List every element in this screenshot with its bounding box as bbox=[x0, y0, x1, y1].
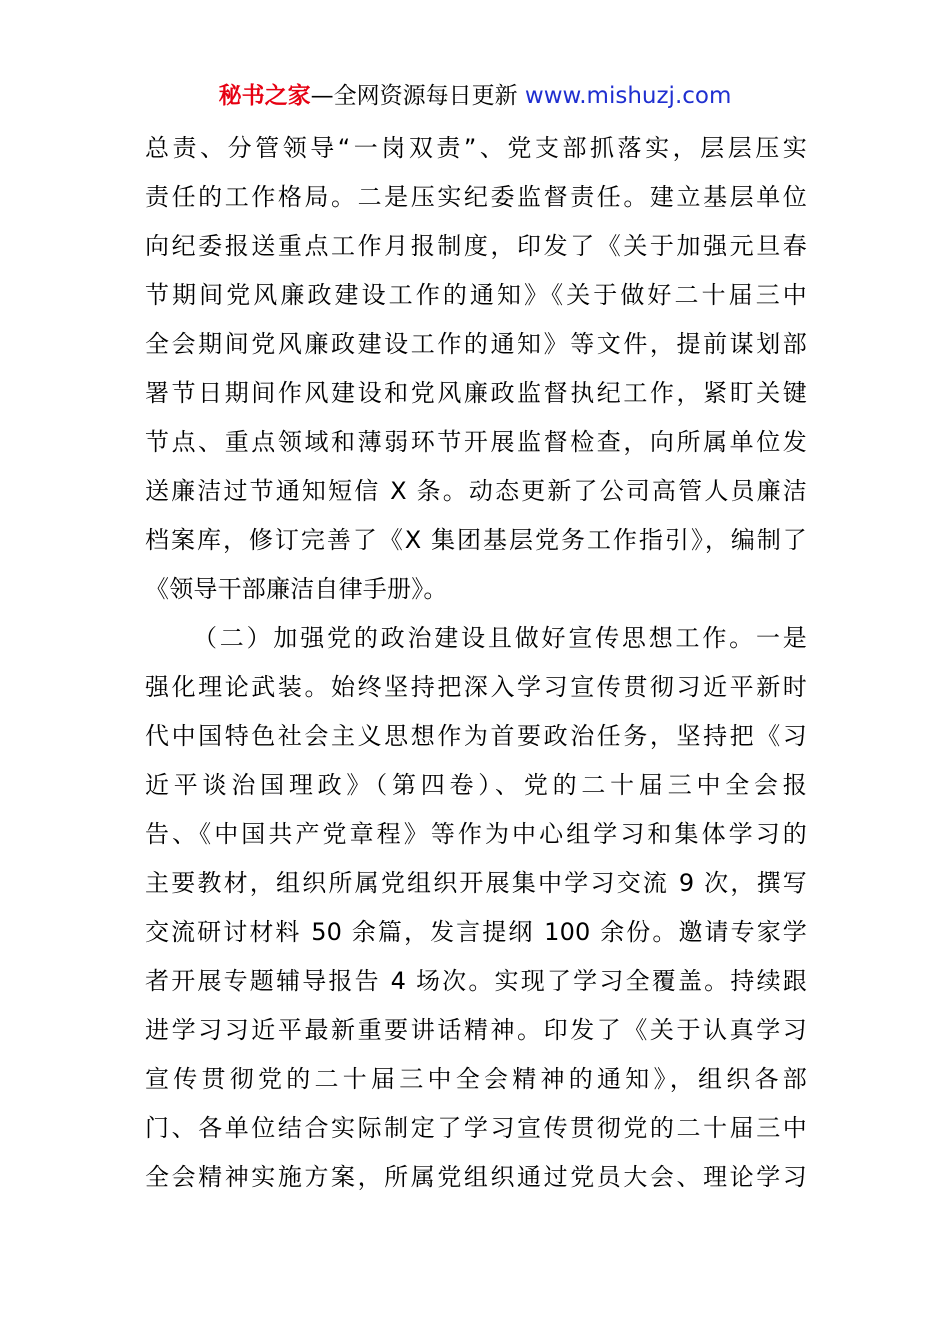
text-line: 门、各单位结合实际制定了学习宣传贯彻党的二十届三中 bbox=[145, 1114, 807, 1142]
text-line: 《领导干部廉洁自律手册》。 bbox=[145, 575, 448, 603]
site-tagline: —全网资源每日更新 bbox=[310, 83, 518, 109]
site-brand: 秘书之家 bbox=[218, 83, 311, 109]
text-line: 送廉洁过节通知短信 X 条。动态更新了公司高管人员廉洁 bbox=[145, 477, 807, 505]
page-header bbox=[0, 80, 950, 112]
text-line: 节期间党风廉政建设工作的通知》《关于做好二十届三中 bbox=[145, 281, 807, 309]
site-url-link[interactable]: www.mishuzj.com bbox=[524, 83, 732, 109]
text-line: 总责、分管领导“一岗双责”、党支部抓落实，层层压实 bbox=[145, 134, 807, 162]
text-line: 宣传贯彻党的二十届三中全会精神的通知》，组织各部 bbox=[145, 1065, 807, 1093]
text-line: 强化理论武装。始终坚持把深入学习宣传贯彻习近平新时 bbox=[145, 673, 807, 701]
text-line: 者开展专题辅导报告 4 场次。实现了学习全覆盖。持续跟 bbox=[145, 967, 807, 995]
paragraph bbox=[145, 124, 807, 614]
text-line: 全会精神实施方案，所属党组织通过党员大会、理论学习 bbox=[145, 1163, 807, 1191]
document-body bbox=[145, 124, 807, 1202]
text-line: 进学习习近平最新重要讲话精神。印发了《关于认真学习 bbox=[145, 1016, 807, 1044]
text-line: 署节日期间作风建设和党风廉政监督执纪工作，紧盯关键 bbox=[145, 379, 807, 407]
paragraph bbox=[145, 614, 807, 1202]
text-line: 告、《中国共产党章程》等作为中心组学习和集体学习的 bbox=[145, 820, 807, 848]
section-heading-line: （二）加强党的政治建设且做好宣传思想工作。一是 bbox=[193, 624, 807, 652]
text-line: 近平谈治国理政》（第四卷）、党的二十届三中全会报 bbox=[145, 771, 807, 799]
text-line: 全会期间党风廉政建设工作的通知》等文件，提前谋划部 bbox=[145, 330, 807, 358]
text-line: 档案库，修订完善了《X 集团基层党务工作指引》，编制了 bbox=[145, 526, 807, 554]
text-line: 主要教材，组织所属党组织开展集中学习交流 9 次，撰写 bbox=[145, 869, 807, 897]
text-line: 代中国特色社会主义思想作为首要政治任务，坚持把《习 bbox=[145, 722, 807, 750]
text-line: 交流研讨材料 50 余篇，发言提纲 100 余份。邀请专家学 bbox=[145, 918, 807, 946]
text-line: 责任的工作格局。二是压实纪委监督责任。建立基层单位 bbox=[145, 183, 807, 211]
text-line: 节点、重点领域和薄弱环节开展监督检查，向所属单位发 bbox=[145, 428, 807, 456]
text-line: 向纪委报送重点工作月报制度，印发了《关于加强元旦春 bbox=[145, 232, 807, 260]
